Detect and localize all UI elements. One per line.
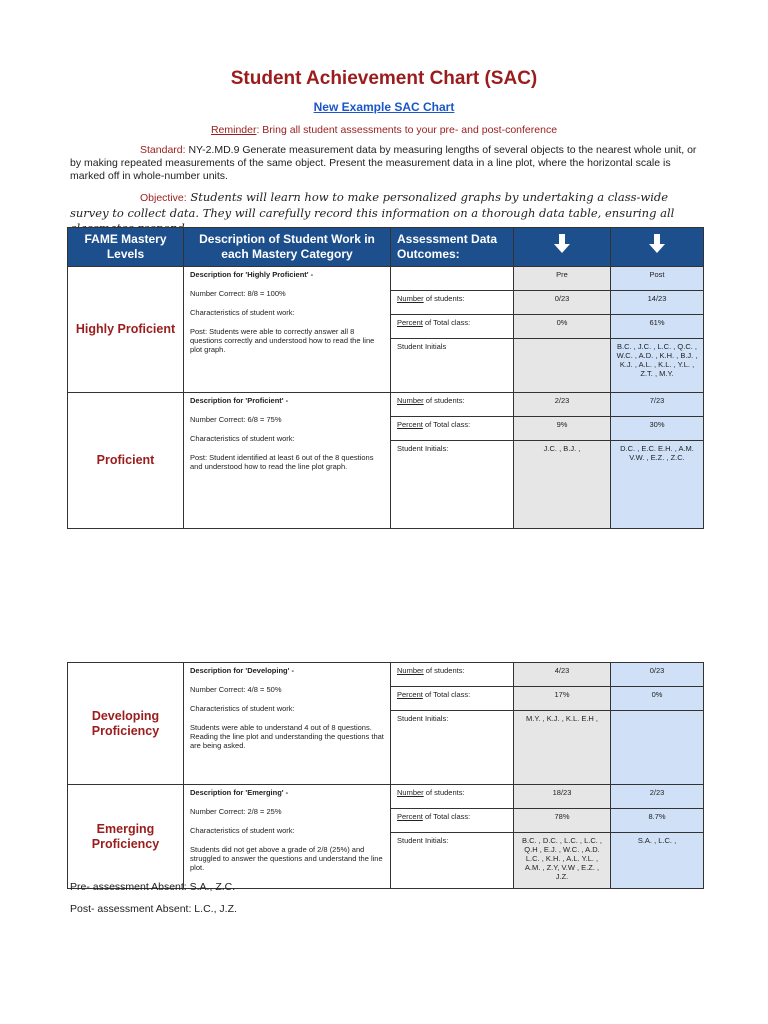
table-row	[68, 267, 704, 291]
level-description	[184, 267, 391, 393]
post-number: 2/23	[611, 785, 704, 809]
subtitle-link[interactable]: New Example SAC Chart	[313, 100, 455, 114]
pre-header: Pre	[514, 267, 611, 291]
sac-table-bottom	[67, 662, 704, 889]
description-heading: Description for 'Proficient' -	[190, 396, 289, 405]
number-label: Number of students:	[391, 785, 514, 809]
level-description	[184, 393, 391, 529]
description-text: Post: Students were able to correctly answer all 8 questions correctly and understood how to read the line plot graph.	[190, 327, 375, 354]
percent-label: Percent of Total class:	[391, 315, 514, 339]
reminder	[0, 124, 768, 136]
pre-number: 0/23	[514, 291, 611, 315]
characteristics: Characteristics of student work:	[190, 704, 295, 713]
characteristics: Characteristics of student work:	[190, 826, 295, 835]
level-name: Proficient	[68, 393, 184, 529]
objective-label: Objective:	[140, 192, 187, 204]
post-percent: 8.7%	[611, 809, 704, 833]
post-number: 14/23	[611, 291, 704, 315]
level-description	[184, 663, 391, 785]
post-percent: 30%	[611, 417, 704, 441]
number-label: Number of students:	[391, 291, 514, 315]
table-row	[68, 393, 704, 417]
pre-initials: M.Y. , K.J. , K.L. E.H ,	[514, 711, 611, 785]
standard	[70, 144, 705, 183]
pre-initials: J.C. , B.J. ,	[514, 441, 611, 529]
number-correct: Number Correct: 2/8 = 25%	[190, 807, 282, 816]
post-initials: B.C. , J.C. , L.C. , Q.C. , W.C. , A.D. , K.H. , B.J. , K.J. , A.L. , K.L. , Y.L. , Z.T. , M.Y.	[611, 339, 704, 393]
pre-absent-note: Pre- assessment Absent: S.A., Z.C.	[70, 881, 236, 893]
level-name: Highly Proficient	[68, 267, 184, 393]
percent-label: Percent of Total class:	[391, 417, 514, 441]
pre-percent: 78%	[514, 809, 611, 833]
description-text: Post: Student identified at least 6 out of the 8 questions and understood how to read the line plot graph.	[190, 453, 374, 471]
initials-label: Student Initials	[391, 339, 514, 393]
description-heading: Description for 'Developing' -	[190, 666, 294, 675]
pre-number: 2/23	[514, 393, 611, 417]
reminder-label: Reminder	[210, 124, 257, 136]
post-header: Post	[611, 267, 704, 291]
objective-text: Students will learn how to make personalized graphs by undertaking a class-wide survey to collect data. They will carefully record this information on a thorough data table, ensuring all	[70, 190, 675, 220]
post-absent-note: Post- assessment Absent: L.C., J.Z.	[70, 903, 237, 915]
pre-percent: 0%	[514, 315, 611, 339]
post-arrow-icon	[611, 228, 704, 267]
pre-initials: B.C. , D.C. , L.C. , L.C. , Q.H , E.J. , W.C. , A.D. L.C. , K.H. , A.L. Y.L. , A.M. , Z.Y, V.W , E.Z. , J.Z.	[514, 833, 611, 889]
sac-table-top	[67, 227, 704, 529]
number-correct: Number Correct: 6/8 = 75%	[190, 415, 282, 424]
post-initials: S.A. , L.C. ,	[611, 833, 704, 889]
number-label: Number of students:	[391, 393, 514, 417]
pre-number: 18/23	[514, 785, 611, 809]
description-heading: Description for 'Emerging' -	[190, 788, 289, 797]
level-name: Emerging Proficiency	[68, 785, 184, 889]
blank-cell	[391, 267, 514, 291]
number-label: Number of students:	[391, 663, 514, 687]
initials-label: Student Initials:	[391, 711, 514, 785]
pre-percent: 9%	[514, 417, 611, 441]
header-levels: FAME Mastery Levels	[68, 228, 184, 267]
description-text: Students were able to understand 4 out of 8 questions. Reading the line plot and understanding the questions that are being asked.	[190, 723, 384, 750]
pre-percent: 17%	[514, 687, 611, 711]
level-name: Developing Proficiency	[68, 663, 184, 785]
characteristics: Characteristics of student work:	[190, 308, 295, 317]
post-number: 7/23	[611, 393, 704, 417]
level-description	[184, 785, 391, 889]
standard-text: NY-2.MD.9 Generate measurement data by measuring lengths of several objects to the nearest whole unit, or by making repeated measurements of the same object. Present the measurement data in a line plot, where the horizontal scale is marked off in whole-number units.	[70, 144, 697, 182]
post-initials: D.C. , E.C. E.H. , A.M. V.W. , E.Z. , Z.C.	[611, 441, 704, 529]
characteristics: Characteristics of student work:	[190, 434, 295, 443]
pre-arrow-icon	[514, 228, 611, 267]
initials-label: Student Initials:	[391, 441, 514, 529]
page-title: Student Achievement Chart (SAC)	[230, 68, 538, 89]
number-correct: Number Correct: 4/8 = 50%	[190, 685, 282, 694]
table-header-row	[68, 228, 704, 267]
header-assessment: Assessment Data Outcomes:	[391, 228, 514, 267]
description-text: Students did not get above a grade of 2/8 (25%) and struggled to answer the questions and understand the line plot.	[190, 845, 383, 872]
pre-initials	[514, 339, 611, 393]
initials-label: Student Initials:	[391, 833, 514, 889]
post-percent: 0%	[611, 687, 704, 711]
post-number: 0/23	[611, 663, 704, 687]
description-heading: Description for 'Highly Proficient' -	[190, 270, 314, 279]
post-percent: 61%	[611, 315, 704, 339]
table-row	[68, 663, 704, 687]
standard-label: Standard:	[140, 144, 186, 156]
number-correct: Number Correct: 8/8 = 100%	[190, 289, 286, 298]
reminder-text: : Bring all student assessments to your pre- and post-conference	[256, 124, 558, 136]
pre-number: 4/23	[514, 663, 611, 687]
table-row	[68, 785, 704, 809]
percent-label: Percent of Total class:	[391, 687, 514, 711]
percent-label: Percent of Total class:	[391, 809, 514, 833]
header-description: Description of Student Work in each Mastery Category	[184, 228, 391, 267]
post-initials	[611, 711, 704, 785]
